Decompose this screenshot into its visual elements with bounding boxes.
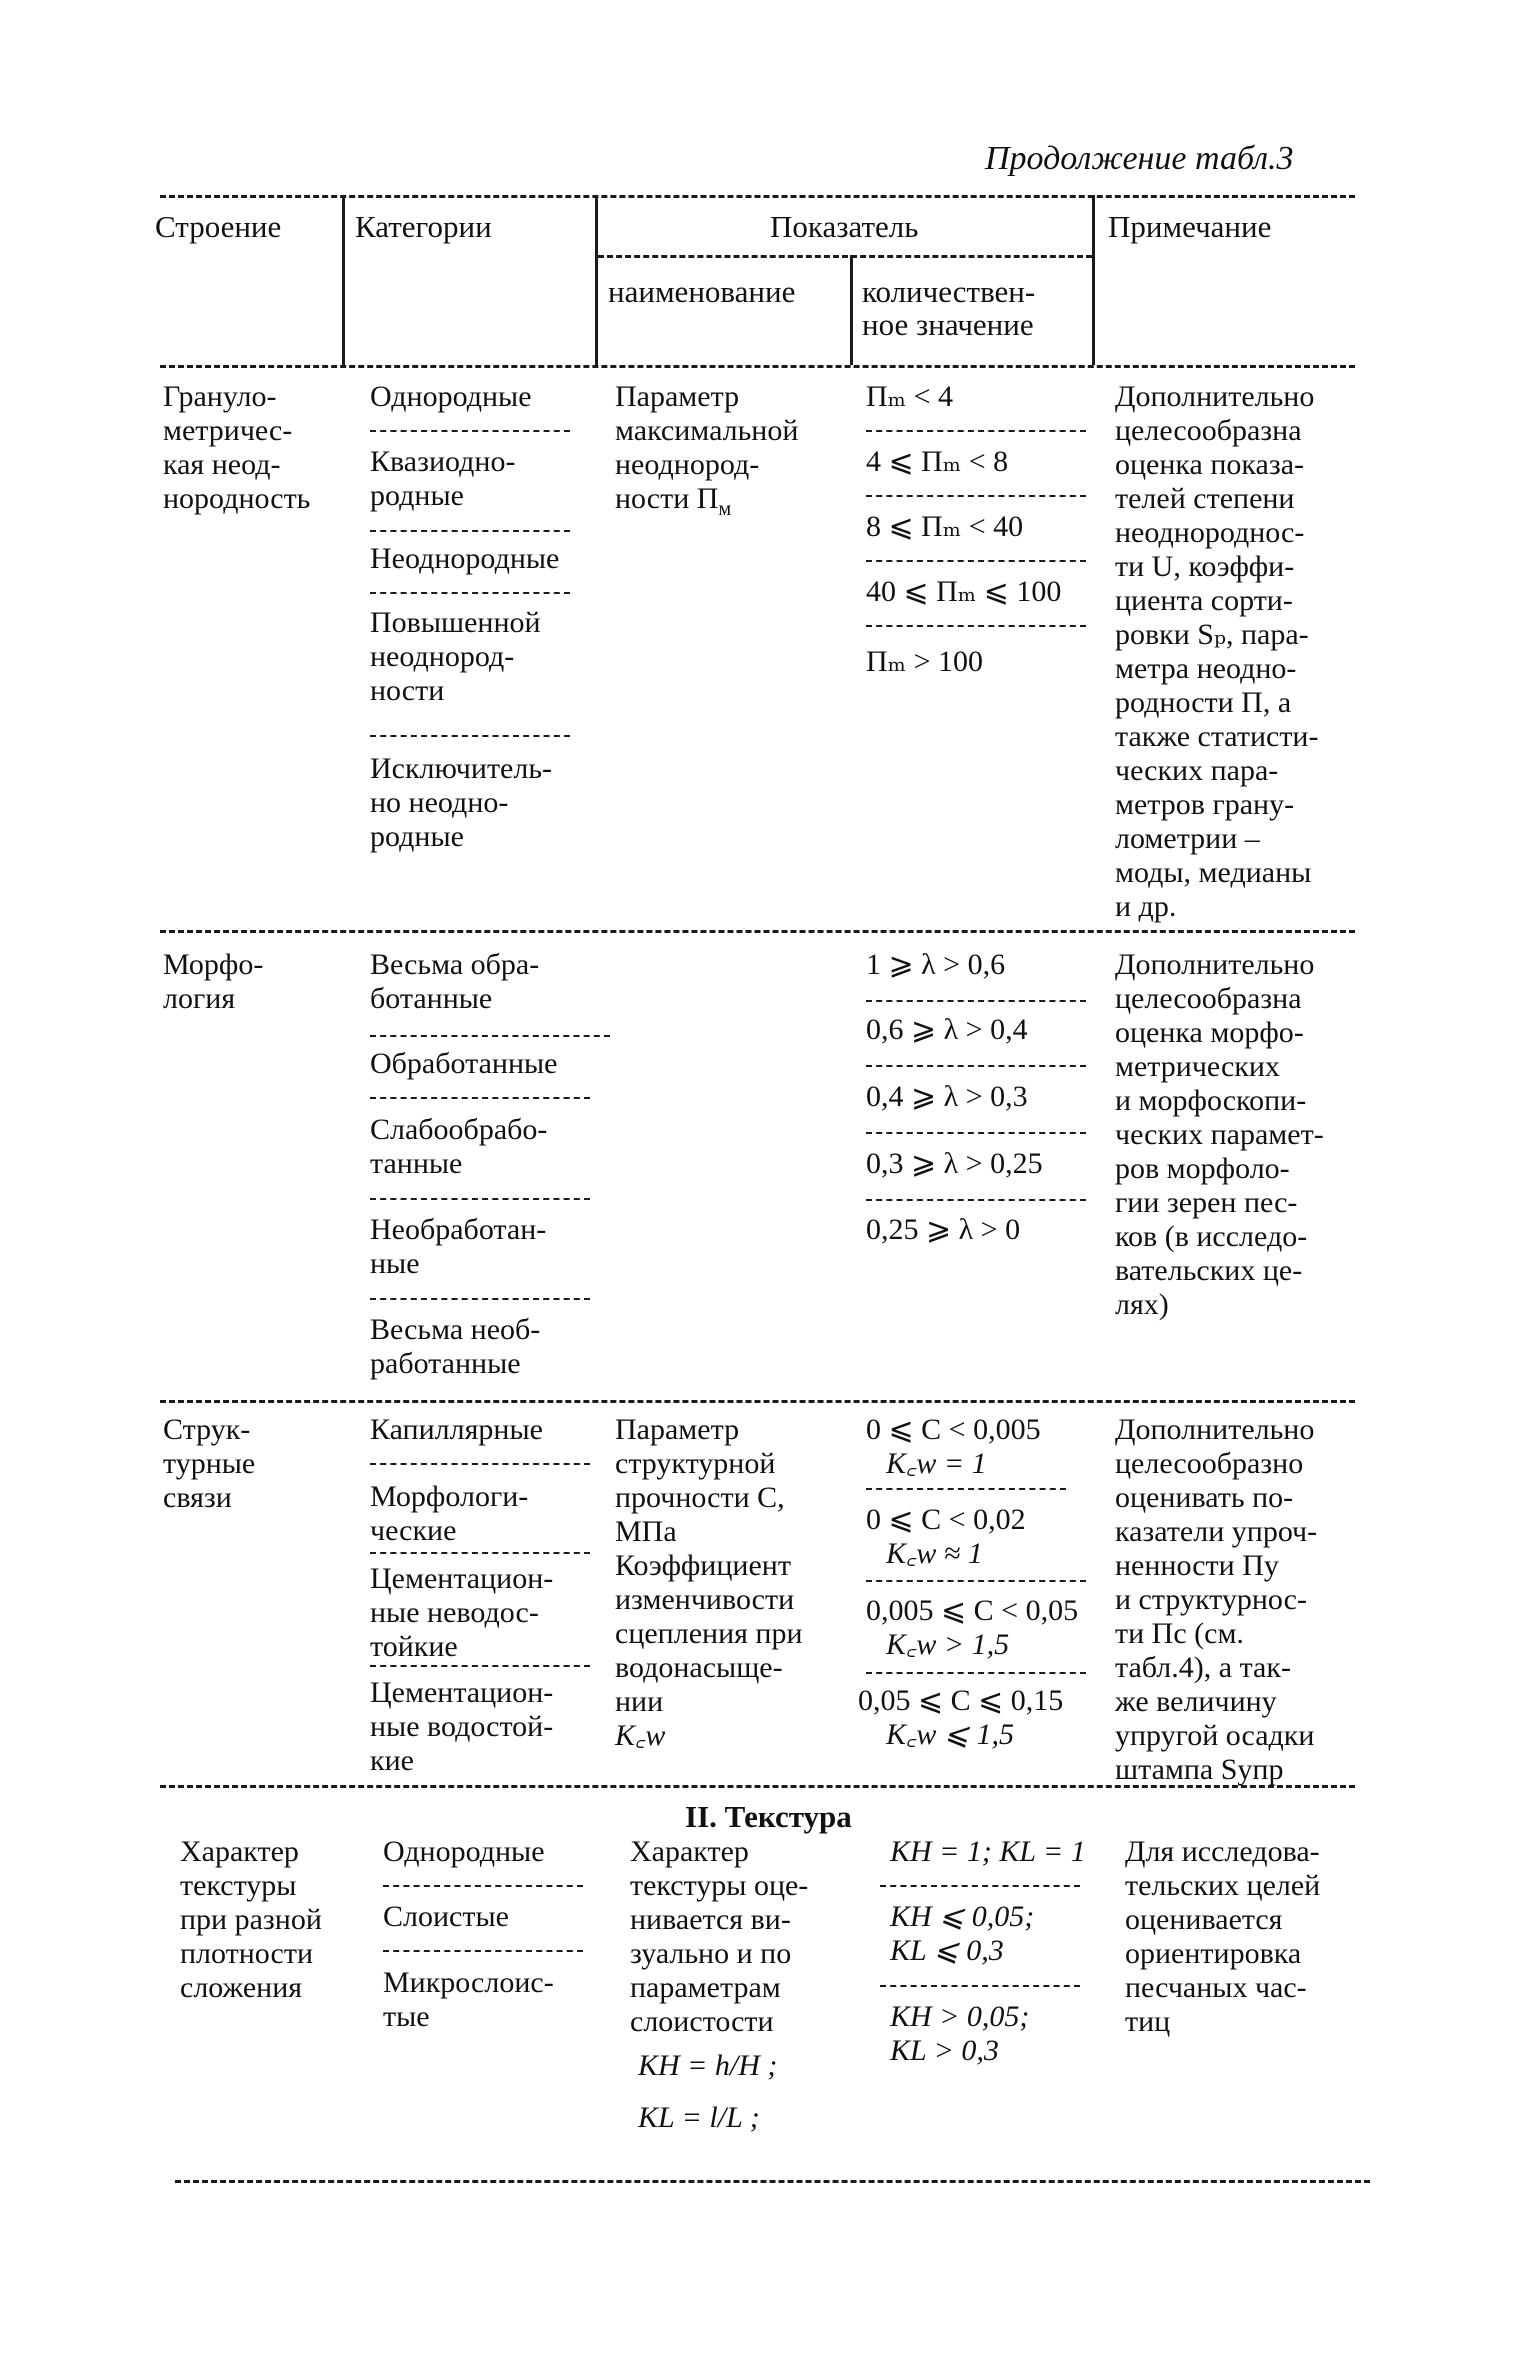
gran-value-2: 4 ⩽ Пₘ < 8 [866,445,1009,478]
struct-stroenie: Струк- турные связи [163,1413,256,1514]
morph-val-sep-2 [866,1065,1086,1067]
gran-bottom-rule [160,930,1355,933]
morph-value-2: 0,6 ⩾ λ > 0,4 [866,1013,1028,1046]
struct-value-2: 0 ⩽ C < 0,02 K꜀w ≈ 1 [866,1503,1026,1570]
morph-stroenie: Морфо- логия [163,948,264,1015]
morph-cat-sep-4 [370,1298,590,1300]
texture-category-1: Однородные [383,1835,545,1868]
struct-note: Дополнительно целесообразно оценивать по- казатели упроч- ненности Пу и структурнос- ти Пс (см. табл.4), а так- же величину упругой осадки штампа Sупр [1115,1413,1318,1786]
struct-value-3: 0,005 ⩽ C < 0,05 K꜀w > 1,5 [866,1594,1079,1661]
gran-val-sep-3 [866,560,1086,562]
gran-category-1: Однородные [370,380,532,413]
struct-category-3: Цементацион- ные неводос- тойкие [370,1562,554,1663]
struct-cat-sep-3 [370,1665,590,1667]
texture-value-1: KH = 1; KL = 1 [890,1835,1086,1868]
morph-val-sep-1 [866,1000,1086,1002]
texture-stroenie: Характер текстуры при разной плотности сложения [180,1835,322,2004]
texture-cat-sep-2 [383,1950,583,1952]
morph-category-1: Весьма обра- ботанные [370,948,540,1015]
morph-value-4: 0,3 ⩾ λ > 0,25 [866,1147,1043,1180]
gran-indicator-name: Параметр максимальной неоднород- ности $П_м$ [615,380,799,520]
header-indicator-value-1: количествен- [862,274,1036,309]
struct-value-1: 0 ⩽ C < 0,005 K꜀w = 1 [866,1413,1041,1480]
struct-category-1: Капиллярные [370,1413,543,1446]
morph-category-5: Весьма необ- работанные [370,1313,541,1380]
struct-cat-sep-1 [370,1463,590,1465]
table-bottom-rule [175,2180,1370,2183]
texture-note: Для исследова- тельских целей оценивается ориентировка песчаных час- тиц [1125,1835,1321,2038]
gran-category-4: Повышенной неоднород- ности [370,606,541,707]
morph-category-2: Обработанные [370,1047,558,1080]
struct-value-4: 0,05 ⩽ C ⩽ 0,15 K꜀w ⩽ 1,5 [858,1684,1064,1751]
morph-val-sep-4 [866,1199,1086,1201]
morph-cat-sep-1 [370,1035,610,1037]
struct-val-sep-3 [866,1672,1086,1674]
header-categories: Категории [355,209,492,244]
gran-value-4: 40 ⩽ Пₘ ⩽ 100 [866,575,1062,608]
header-indicator-value-2: ное значение [862,307,1034,342]
struct-indicator-name: Параметр структурной прочности С, МПа Коэффициент изменчивости сцепления при водонасыще- нии K꜀w [615,1413,803,1752]
header-divider-3 [850,255,853,365]
gran-cat-sep-2 [370,530,570,532]
gran-stroenie: Грануло- метричес- кая неод- нородность [163,380,311,515]
texture-value-2: KH ⩽ 0,05; KL ⩽ 0,3 [890,1900,1035,1967]
morph-bottom-rule [160,1400,1355,1403]
texture-indicator-name: Характер текстуры оце- нивается ви- зуально и по параметрам слоистости KH = h/H ; KL = l/L ; [630,1835,809,2134]
gran-category-2: Квазиодно- родные [370,445,516,512]
struct-val-sep-2 [866,1580,1086,1582]
texture-category-2: Слоистые [383,1900,509,1933]
gran-val-sep-1 [866,430,1086,432]
gran-value-5: Пₘ > 100 [866,645,983,678]
struct-val-sep-1 [866,1488,1066,1490]
header-bottom-rule [160,365,1355,368]
morph-note: Дополнительно целесообразна оценка морфо- метрических и морфоскопи- ческих парамет- ров морфоло- гии зерен пес- ков (в исследо- вательских це- лях) [1115,948,1324,1321]
texture-val-sep-2 [880,1985,1080,1987]
texture-value-3: KH > 0,05; KL > 0,3 [890,2000,1030,2067]
struct-cat-sep-2 [370,1552,590,1554]
gran-val-sep-2 [866,495,1086,497]
morph-val-sep-3 [866,1132,1086,1134]
morph-cat-sep-2 [370,1097,590,1099]
struct-category-2: Морфологи- ческие [370,1480,529,1547]
header-note: Примечание [1108,209,1272,244]
header-divider-1 [342,195,345,365]
texture-val-sep-1 [880,1885,1080,1887]
morph-category-3: Слабообрабо- танные [370,1113,548,1180]
texture-cat-sep-1 [383,1885,583,1887]
header-divider-4 [1092,195,1095,365]
header-indicator: Показатель [770,209,919,244]
gran-note: Дополнительно целесообразна оценка показа- телей степени неоднороднос- ти U, коэффи- циента сорти- ровки Sₚ, пара- метра неодно- родности П, а также статисти- ческих пара- метров грану- лометрии – моды, медианы и др. [1115,380,1319,923]
table-top-rule [160,195,1355,198]
texture-category-3: Микрослоис- тые [383,1966,554,2033]
morph-value-1: 1 ⩾ λ > 0,6 [866,948,1006,981]
header-divider-2 [595,195,598,365]
struct-category-4: Цементацион- ные водостой- кие [370,1676,554,1777]
morph-category-4: Необработан- ные [370,1213,547,1280]
morph-value-3: 0,4 ⩾ λ > 0,3 [866,1080,1028,1113]
gran-value-3: 8 ⩽ Пₘ < 40 [866,510,1024,543]
header-subrule [598,255,1092,258]
gran-cat-sep-4 [370,735,570,737]
table-caption: Продолжение табл.3 [985,140,1294,177]
gran-cat-sep-1 [370,430,570,432]
morph-cat-sep-3 [370,1198,590,1200]
struct-bottom-rule [160,1785,1355,1788]
gran-val-sep-4 [866,625,1086,627]
gran-cat-sep-3 [370,592,570,594]
gran-value-1: Пₘ < 4 [866,380,953,413]
header-indicator-name: наименование [608,274,796,309]
gran-category-5: Исключитель- но неодно- родные [370,752,553,853]
section-texture-title: II. Текстура [685,1799,852,1834]
morph-value-5: 0,25 ⩾ λ > 0 [866,1213,1021,1246]
gran-category-3: Неоднородные [370,542,560,575]
header-stroenie: Строение [155,209,282,244]
